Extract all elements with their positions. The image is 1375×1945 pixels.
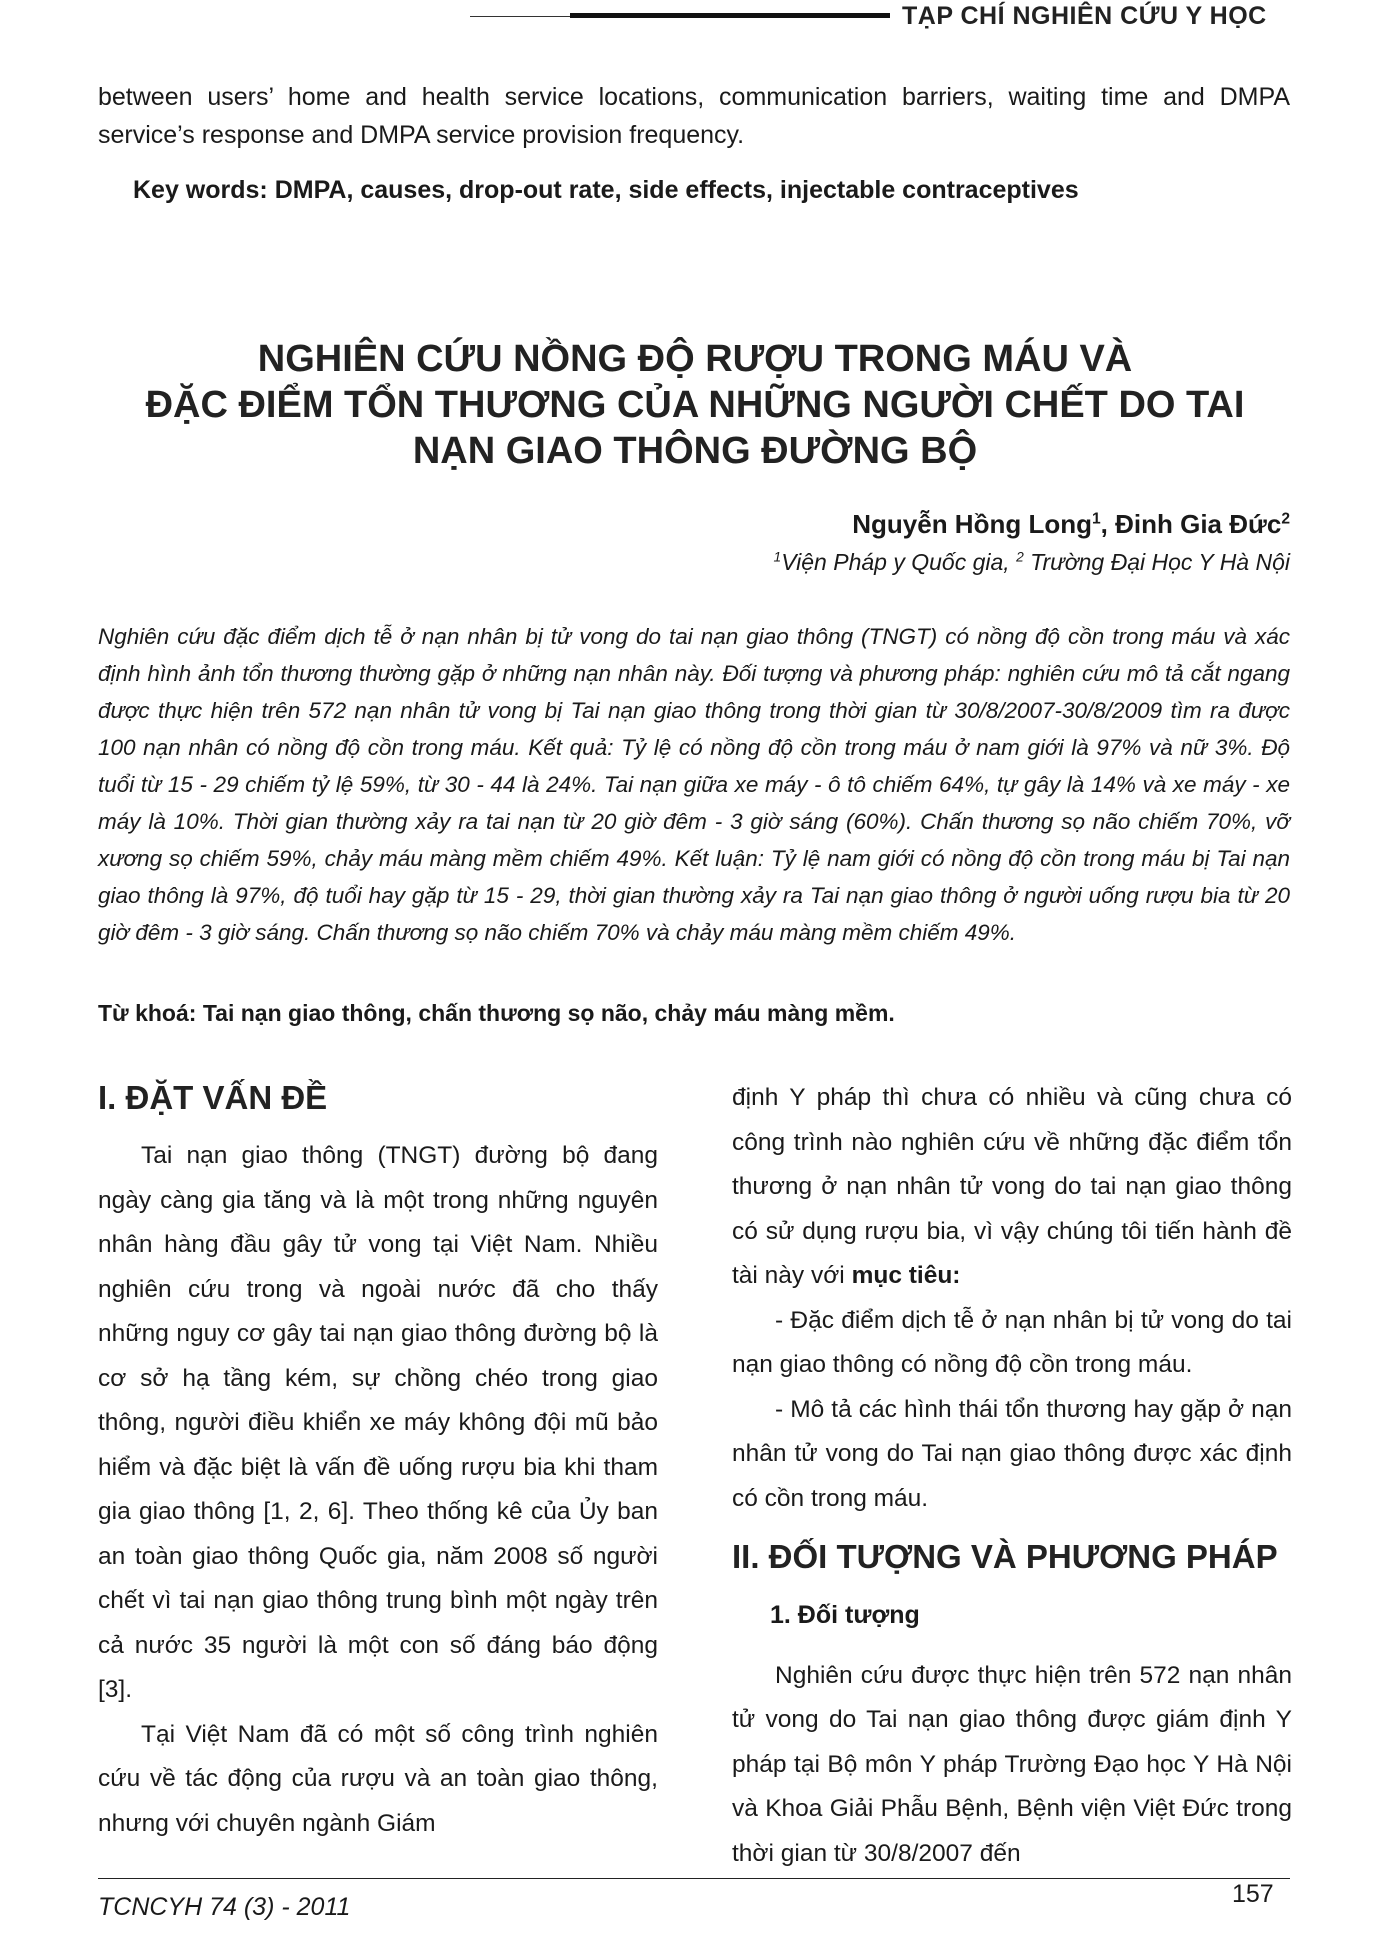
- abstract: Nghiên cứu đặc điểm dịch tễ ở nạn nhân bị tử vong do tai nạn giao thông (TNGT) có nồng độ cồn trong máu và xác định hình ảnh tổn thương thường gặp ở những nạn nhân này. Đối tượng và phương pháp: nghiên cứu mô tả cắt ngang được thực hiện trên 572 nạn nhân tử vong bị Tai nạn giao thông trong thời gian từ 30/8/2007-30/8/2009 tìm ra được 100 nạn nhân có nồng độ cồn trong máu. Kết quả: Tỷ lệ có nồng độ cồn trong máu ở nam giới là 97% và nữ 3%. Độ tuổi từ 15 - 29 chiếm tỷ lệ 59%, từ 30 - 44 là 24%. Tai nạn giữa xe máy - ô tô chiếm 64%, tự gây là 14% và xe máy - xe máy là 10%. Thời gian thường xảy ra tai nạn từ 20 giờ đêm - 3 giờ sáng (60%). Chấn thương sọ não chiếm 70%, vỡ xương sọ chiếm 59%, chảy máu màng mềm chiếm 49%. Kết luận: Tỷ lệ nam giới có nồng độ cồn trong máu bị Tai nạn giao thông là 97%, độ tuổi hay gặp từ 15 - 29, thời gian thường xảy ra Tai nạn giao thông ở người uống rượu bia từ 20 giờ đêm - 3 giờ sáng. Chấn thương sọ não chiếm 70% và chảy máu màng mềm chiếm 49%.: [98, 624, 1290, 945]
- objective-2: - Mô tả các hình thái tổn thương hay gặp ở nạn nhân tử vong do Tai nạn giao thông được xác định có cồn trong máu.: [732, 1395, 1292, 1512]
- title-line-1: NGHIÊN CỨU NỒNG ĐỘ RƯỢU TRONG MÁU VÀ: [257, 338, 1133, 380]
- right-column: [732, 1076, 1292, 1876]
- author-separator: ,: [1100, 509, 1116, 539]
- section-1-heading: I. ĐẶT VẤN ĐỀ: [98, 1079, 328, 1116]
- affil-2-sup: 2: [1016, 549, 1024, 565]
- objective-1: - Đặc điểm dịch tễ ở nạn nhân bị tử vong do tai nạn giao thông có nồng độ cồn trong máu.: [732, 1306, 1292, 1378]
- section-1-paragraph-2-continued: [732, 1076, 1292, 1299]
- title-line-3: NẠN GIAO THÔNG ĐƯỜNG BỘ: [412, 430, 978, 472]
- affil-2: Trường Đại Học Y Hà Nội: [1023, 549, 1290, 575]
- subsection-1-heading: 1. Đối tượng: [770, 1601, 920, 1629]
- footer-citation: TCNCYH 74 (3) - 2011: [98, 1893, 351, 1921]
- title-line-2: ĐẶC ĐIỂM TỔN THƯƠNG CỦA NHỮNG NGƯỜI CHẾT DO TAI: [145, 384, 1245, 426]
- article-title: [100, 336, 1290, 474]
- previous-abstract-tail: between users’ home and health service locations, communication barriers, waiting time and DMPA service’s response and DMPA service provision frequency.: [98, 83, 1290, 149]
- section-2-heading: II. ĐỐI TƯỢNG VÀ PHƯƠNG PHÁP: [732, 1538, 1278, 1575]
- continued-text: định Y pháp thì chưa có nhiều và cũng chưa có công trình nào nghiên cứu về những đặc điểm tổn thương ở nạn nhân tử vong do tai nạn giao thông có sử dụng rượu bia, vì vậy chúng tôi tiến hành đề tài này với: [732, 1084, 1292, 1289]
- author-1-sup: 1: [1091, 510, 1101, 528]
- objectives-label: mục tiêu:: [851, 1262, 961, 1289]
- keywords: Từ khoá: Tai nạn giao thông, chấn thương sọ não, chảy máu màng mềm.: [98, 1000, 895, 1026]
- section-2-paragraph-1: Nghiên cứu được thực hiện trên 572 nạn nhân tử vong do Tai nạn giao thông được giám định Y pháp tại Bộ môn Y pháp Trường Đạo học Y Hà Nội và Khoa Giải Phẫu Bệnh, Bệnh viện Việt Đức trong thời gian từ 30/8/2007 đến: [732, 1661, 1292, 1867]
- author-2: Đinh Gia Đức: [1115, 509, 1282, 539]
- previous-keywords: Key words: DMPA, causes, drop-out rate, side effects, injectable contraceptives: [133, 176, 1079, 204]
- author-2-sup: 2: [1281, 510, 1290, 528]
- affil-1-sup: 1: [773, 549, 782, 565]
- section-1-paragraph-1: Tai nạn giao thông (TNGT) đường bộ đang ngày càng gia tăng và là một trong những nguyên nhân hàng đầu gây tử vong tại Việt Nam. Nhiều nghiên cứu trong và ngoài nước đã cho thấy những nguy cơ gây tai nạn giao thông đường bộ là cơ sở hạ tầng kém, sự chồng chéo trong giao thông, người điều khiển xe máy không đội mũ bảo hiểm và đặc biệt là vấn đề uống rượu bia khi tham gia giao thông [1, 2, 6]. Theo thống kê của Ủy ban an toàn giao thông Quốc gia, năm 2008 số người chết vì tai nạn giao thông trung bình một ngày trên cả nước 35 người là một con số đáng báo động [3].: [98, 1142, 658, 1703]
- header-rule-thin: [470, 16, 570, 17]
- affiliations: [774, 549, 1290, 576]
- journal-name: TẠP CHÍ NGHIÊN CỨU Y HỌC: [902, 2, 1267, 30]
- affil-1: Viện Pháp y Quốc gia,: [781, 549, 1017, 575]
- page-number: 157: [1232, 1880, 1274, 1908]
- footer-rule: [98, 1878, 1290, 1879]
- section-1-paragraph-2: Tại Việt Nam đã có một số công trình nghiên cứu về tác động của rượu và an toàn giao thông, nhưng với chuyên ngành Giám: [98, 1720, 658, 1837]
- authors: [852, 509, 1290, 540]
- left-column: [98, 1076, 658, 1846]
- header-rule-thick: [570, 13, 890, 18]
- author-1: Nguyễn Hồng Long: [852, 509, 1092, 539]
